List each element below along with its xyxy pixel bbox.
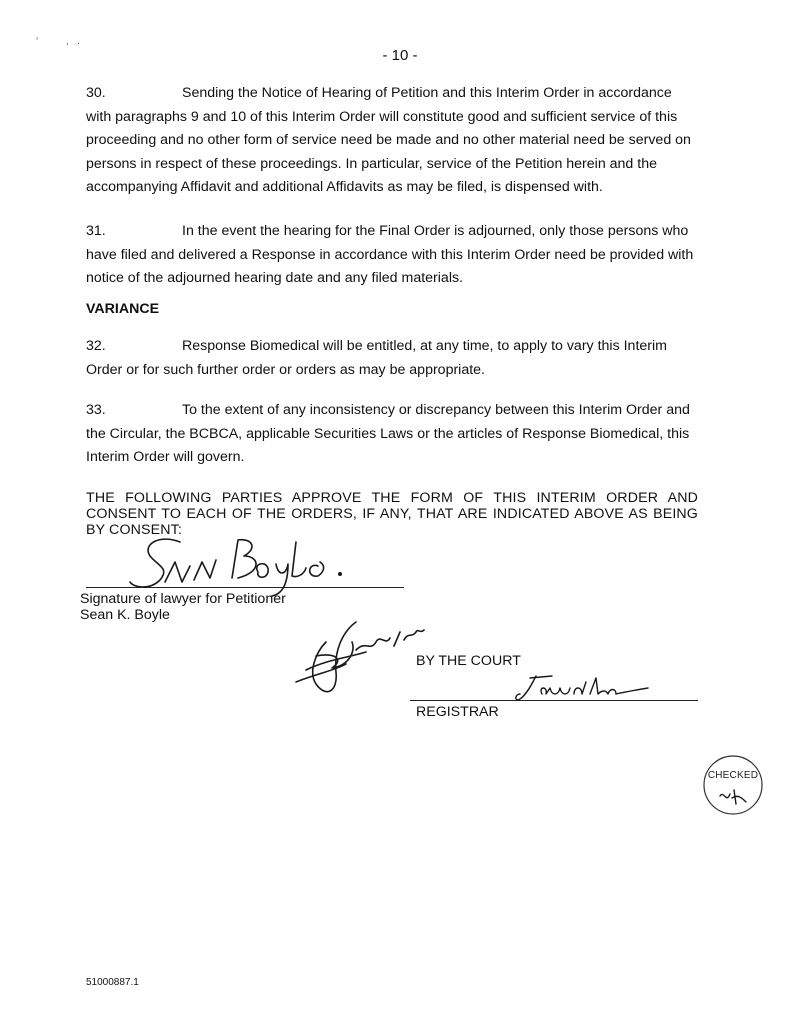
paragraph-number: 31. xyxy=(86,223,106,239)
stamp-label: CHECKED xyxy=(707,770,759,781)
judge-handwritten-signature xyxy=(286,612,436,712)
paragraph-number: 30. xyxy=(86,85,106,101)
registrar-caption: REGISTRAR xyxy=(416,704,499,720)
paragraph-text: To the extent of any inconsistency or discrepancy between this Interim Order and the Circular, the BCBCA, applicable Securities Laws or the articles of Response Biomedical, this Interim Order will govern. xyxy=(86,402,690,466)
paragraph-number: 33. xyxy=(86,402,106,418)
section-heading-variance: VARIANCE xyxy=(86,301,160,317)
checked-stamp xyxy=(702,754,764,816)
lawyer-signature-line xyxy=(86,587,404,588)
document-reference: 51000887.1 xyxy=(86,977,139,988)
paragraph-text: In the event the hearing for the Final Order is adjourned, only those persons who have filed and delivered a Response in accordance with this Interim Order need be provided with notice of the adjourned hearing date and any filed materials. xyxy=(86,223,694,287)
lawyer-handwritten-signature xyxy=(120,532,370,600)
paragraph-text: Response Biomedical will be entitled, at any time, to apply to vary this Interim Order or for such further order or orders as may be appropriate. xyxy=(86,338,667,378)
paragraph-text: Sending the Notice of Hearing of Petition and this Interim Order in accordance with paragraphs 9 and 10 of this Interim Order will constitute good and sufficient service of this proceeding and no other form of service need be made and no other material need be served on persons in respect of these proceedings. In particular, service of the Petition herein and the accompanying Affidavit and additional Affidavits as may be filed, is dispensed with. xyxy=(86,85,691,196)
lawyer-name: Sean K. Boyle xyxy=(80,607,170,623)
scan-artifact-marks: ‘ , . xyxy=(36,36,80,47)
paragraph-31 xyxy=(86,220,698,291)
registrar-signature-line xyxy=(410,700,698,701)
paragraph-number: 32. xyxy=(86,338,106,354)
approval-statement: THE FOLLOWING PARTIES APPROVE THE FORM OF THIS INTERIM ORDER AND CONSENT TO EACH OF THE ORDERS, IF ANY, THAT ARE INDICATED ABOVE AS BEING BY CONSENT: xyxy=(86,490,698,538)
paragraph-32 xyxy=(86,335,698,382)
paragraph-33 xyxy=(86,399,698,470)
paragraph-30 xyxy=(86,82,698,200)
lawyer-signature-caption: Signature of lawyer for Petitioner xyxy=(80,591,286,607)
court-caption: BY THE COURT xyxy=(416,653,521,669)
page-number: - 10 - xyxy=(382,47,418,64)
